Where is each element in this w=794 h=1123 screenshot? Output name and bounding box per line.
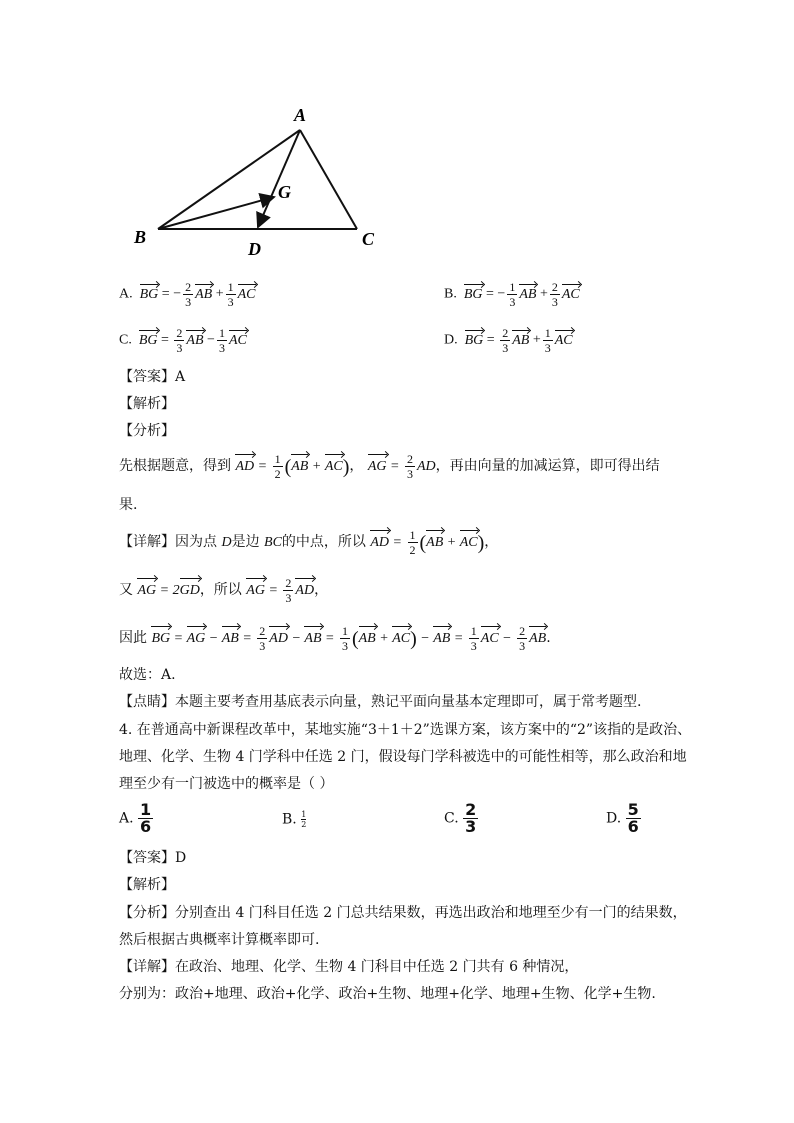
q4-answer: 【答案】D [119,850,187,866]
q3-detail-line3: 因此 BG = AG − AB = $\frac{2}{3}$ AD − AB = $\frac{1}{3}$ (AB + AC) − AB = $\frac{1}{3}$ AC − $\frac{2}{3}$ AB. [119,624,551,654]
q3-option-a: A. BG = − $\frac{2}{3}$ AB + $\frac{1}{3}$ AC [119,280,256,309]
q3-fenxi-text: 先根据题意，得到 AD = $\frac{1}{2}$ (AB + AC)， AG = $\frac{2}{3}$ AD，再由向量的加减运算，即可得出结 [119,452,660,482]
label-g: G [278,182,291,202]
q4-option-c: C. $\frac{2}{3}$ [444,800,477,836]
q4-detail-line1: 【详解】在政治、地理、化学、生物 4 门科目中任选 2 门共有 6 种情况， [119,959,579,975]
q3-fenxi-line2: 果. [119,497,138,513]
vector-bg [158,197,274,229]
q4-detail-line2: 分别为：政治+地理、政治+化学、政治+生物、地理+化学、地理+生物、化学+生物. [119,986,656,1002]
q3-detail-line2: 又 AG = 2GD，所以 AG = $\frac{2}{3}$ AD， [119,576,329,606]
q4-option-d: D. $\frac{5}{6}$ [606,800,639,836]
q4-fenxi-line2: 然后根据古典概率计算概率即可. [119,932,320,948]
label-a: A [294,105,307,125]
q4-option-a: A. $\frac{1}{6}$ [119,800,152,836]
q3-option-c: C. BG = $\frac{2}{3}$ AB − $\frac{1}{3}$ AC [119,326,247,355]
q3-fenxi-tag: 【分析】 [119,423,175,439]
q3-analysis-tag: 【解析】 [119,396,175,412]
q3-dianjing: 【点睛】本题主要考查用基底表示向量，熟记平面向量基本定理即可，属于常考题型. [119,694,642,710]
q4-stem-line3: 理至少有一门被选中的概率是（ ） [119,776,334,792]
q3-answer: 【答案】A [119,369,186,385]
q4-option-b: B. $\frac{1}{2}$ [282,810,307,829]
label-b: B [134,227,147,247]
label-c: C [362,229,375,249]
q4-analysis-tag: 【解析】 [119,877,175,893]
q4-stem-line2: 地理、化学、生物 4 门学科中任选 2 门，假设每门学科被选中的可能性相等，那么政治和地 [119,749,687,765]
q4-fenxi-line1: 【分析】分别查出 4 门科目任选 2 门总共结果数，再选出政治和地理至少有一门的结果数， [119,905,687,921]
side-ac [300,130,357,229]
q3-option-b: B. BG = − $\frac{1}{3}$ AB + $\frac{2}{3}$ AC [444,280,580,309]
q3-option-d: D. BG = $\frac{2}{3}$ AB + $\frac{1}{3}$ AC [444,326,573,355]
q3-detail-line1: 【详解】因为点 D是边 BC的中点，所以 AD = $\frac{1}{2}$ (AB + AC)， [119,528,499,558]
q3-conclusion: 故选：A. [119,667,176,683]
triangle-figure [120,95,400,265]
label-d: D [248,239,261,259]
q4-stem-line1: 4. 在普通高中新课程改革中，某地实施“3＋1＋2”选课方案，该方案中的“2”该指的是政治、 [119,722,692,738]
